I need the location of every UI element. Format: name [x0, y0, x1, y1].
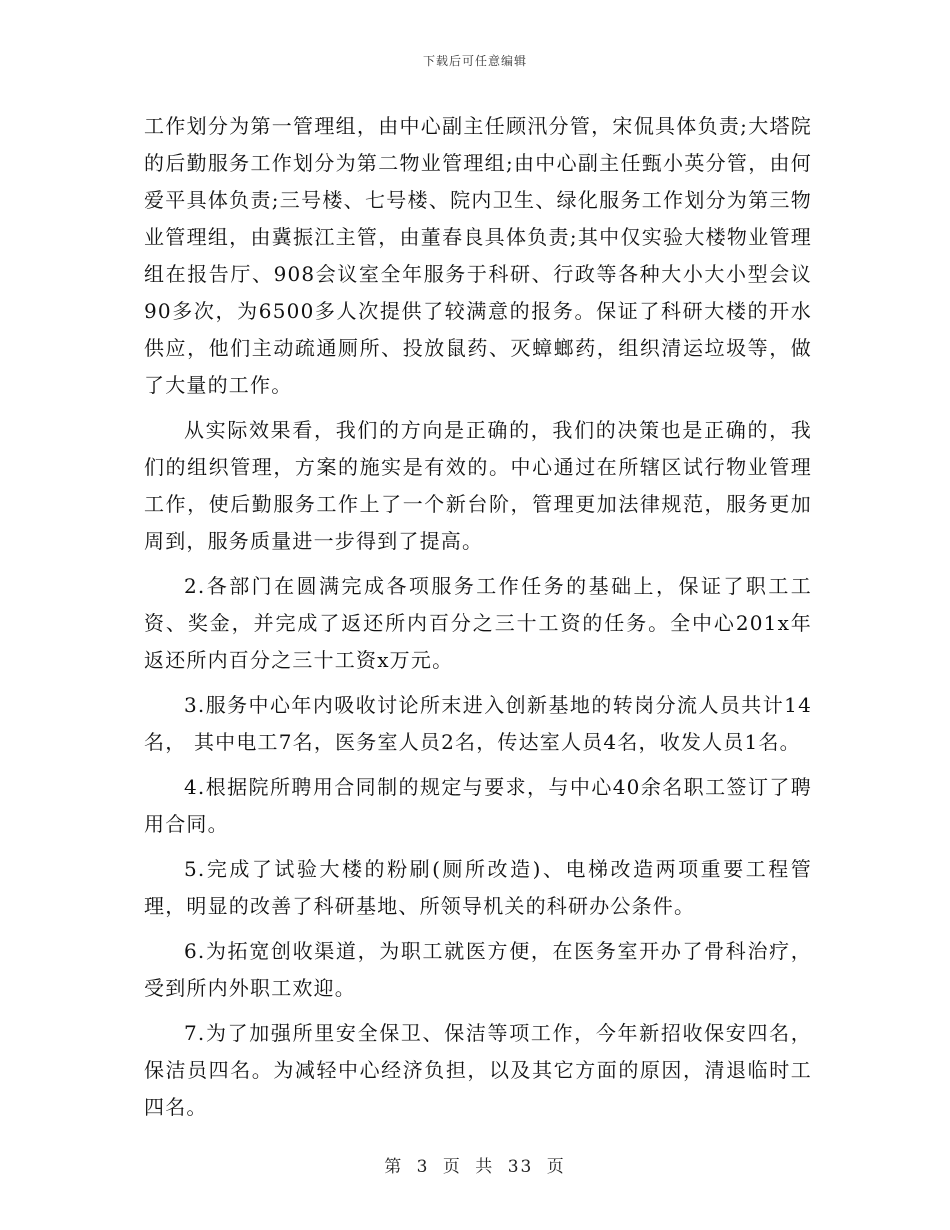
paragraph-item-6: 6.为拓宽创收渠道，为职工就医方便，在医务室开办了骨科治疗，受到所内外职工欢迎。	[144, 939, 812, 1000]
paragraph-item-5: 5.完成了试验大楼的粉刷(厕所改造)、电梯改造两项重要工程管理，明显的改善了科研基地、所领导机关的科研办公条件。	[144, 857, 812, 918]
paragraph-item-7: 7.为了加强所里安全保卫、保洁等项工作，今年新招收保安四名，保洁员四名。为减轻中心经济负担，以及其它方面的原因，清退临时工四名。	[144, 1021, 812, 1119]
page-number-footer: 第 3 页 共 33 页	[384, 1157, 566, 1177]
paragraph-item-2: 2.各部门在圆满完成各项服务工作任务的基础上，保证了职工工资、奖金，并完成了返还所内百分之三十工资的任务。全中心201x年返还所内百分之三十工资x万元。	[144, 574, 812, 672]
document-body	[144, 108, 812, 1134]
paragraph-continued: 工作划分为第一管理组，由中心副主任顾汛分管，宋侃具体负责;大塔院的后勤服务工作划分为第二物业管理组;由中心副主任甄小英分管，由何爱平具体负责;三号楼、七号楼、院内卫生、绿化服务工作划分为第三物业管理组，由冀振江主管，由董春良具体负责;其中仅实验大楼物业管理组在报告厅、908会议室全年服务于科研、行政等各种大小大小型会议90多次，为6500多人次提供了较满意的报务。保证了科研大楼的开水供应，他们主动疏通厕所、投放鼠药、灭蟑螂药，组织清运垃圾等，做了大量的工作。	[144, 114, 812, 397]
page-header-note: 下载后可任意编辑	[422, 54, 527, 68]
paragraph-item-4: 4.根据院所聘用合同制的规定与要求，与中心40余名职工签订了聘用合同。	[144, 775, 812, 836]
paragraph-item-3: 3.服务中心年内吸收讨论所末进入创新基地的转岗分流人员共计14名， 其中电工7名，医务室人员2名，传达室人员4名，收发人员1名。	[144, 693, 812, 754]
paragraph-effect-summary: 从实际效果看，我们的方向是正确的，我们的决策也是正确的，我们的组织管理，方案的施实是有效的。中心通过在所辖区试行物业管理工作，使后勤服务工作上了一个新台阶，管理更加法律规范，服务更加周到，服务质量进一步得到了提高。	[144, 418, 812, 553]
